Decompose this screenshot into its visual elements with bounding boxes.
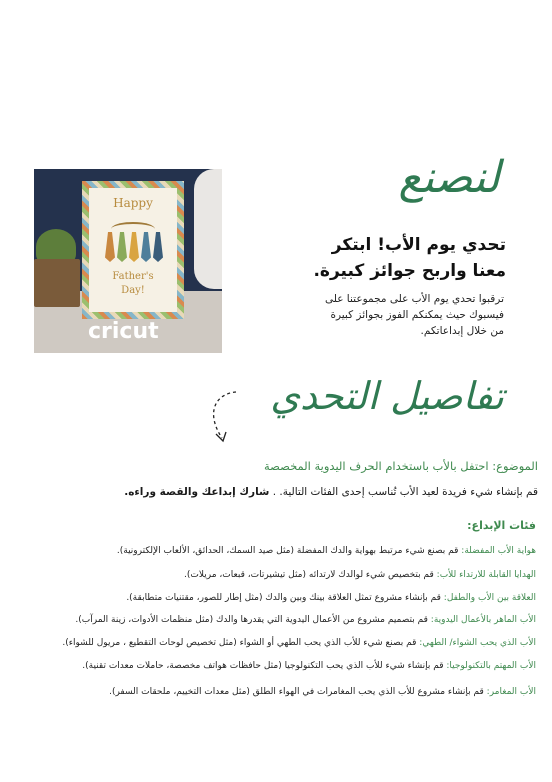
hero-image <box>34 169 222 353</box>
intro-line-1: ترقبوا تحدي يوم الأب على مجموعتنا على <box>324 293 504 305</box>
script-title-challenge-details: تفاصيل التحدي <box>270 374 504 418</box>
list-item <box>126 592 536 604</box>
plant-pot <box>34 259 80 307</box>
card-text-fathers: Father's <box>112 271 154 282</box>
list-item <box>109 686 536 698</box>
category-desc: قم بتخصيص شيء لوالدك لارتدائه (مثل تيشيرتات، قبعات، مريلات). <box>184 570 437 580</box>
category-label: الأب المهتم بالتكنولوجيا: <box>446 661 536 671</box>
headline-line-1: تحدي يوم الأب! ابتكر <box>331 235 506 255</box>
headline <box>246 232 506 284</box>
category-label: الأب الذي يحب الشواء/ الطهي: <box>419 638 536 648</box>
intro-line-2: فيسبوك حيث يمكنكم الفوز بجوائز كبيرة <box>330 309 504 321</box>
category-label: الهدايا القابلة للارتداء للأب: <box>436 570 536 580</box>
script-title-make: لنصنع <box>398 152 500 203</box>
card-text-fathers-day <box>89 270 177 298</box>
category-desc: قم بصنع شيء للأب الذي يحب الطهي أو الشواء (مثل تخصيص لوحات التقطيع ، مريول للشواء). <box>62 638 420 648</box>
category-label: العلاقة بين الأب والطفل: <box>443 593 536 603</box>
card-text-happy: Happy <box>113 196 153 210</box>
tie-icon <box>141 232 151 262</box>
curved-arrow-icon <box>204 388 244 448</box>
list-item <box>184 569 536 581</box>
card-text-day: Day! <box>121 285 145 296</box>
list-item <box>82 660 536 672</box>
tie-icon <box>153 232 163 262</box>
category-label: الأب الماهر بالأعمال اليدوية: <box>430 615 536 625</box>
list-item <box>117 545 536 557</box>
instruction-text: قم بإنشاء شيء فريدة لعيد الأب تُناسب إحدى الفئات التالية. . <box>269 486 538 498</box>
cricut-logo: cricut <box>88 319 159 344</box>
lamp-shape <box>194 169 222 289</box>
topic-line: الموضوع: احتفل بالأب باستخدام الحرف اليدوية المخصصة <box>263 459 538 473</box>
tie-icon <box>129 232 139 262</box>
tie-icon <box>117 232 127 262</box>
category-label: هواية الأب المفضلة: <box>461 546 536 556</box>
category-desc: قم بتصميم مشروع من الأعمال اليدوية التي يقدرها والدك (مثل منظمات الأدوات، زينة المرآب). <box>75 615 431 625</box>
categories-title: فئات الإبداع: <box>467 519 536 532</box>
category-desc: قم بإنشاء شيء للأب الذي يحب التكنولوجيا (مثل حافظات هواتف مخصصة، حاملات معدات تقنية). <box>82 661 447 671</box>
category-desc: قم بصنع شيء مرتبط بهواية والدك المفضلة (مثل صيد السمك، الحدائق، الألعاب الإلكترونية). <box>116 546 462 556</box>
instruction-bold: شارك إبداعك والقصة وراءه. <box>124 486 270 498</box>
list-item <box>62 637 536 649</box>
category-desc: قم بإنشاء مشروع للأب الذي يحب المغامرات في الهواء الطلق (مثل معدات التخييم، ملحقات السفر). <box>109 687 487 697</box>
category-desc: قم بإنشاء مشروع تمثل العلاقة بينك وبين والدك (مثل إطار للصور، مقتنيات متطابقة). <box>126 593 444 603</box>
intro-text <box>264 291 504 339</box>
tie-icon <box>105 232 115 262</box>
instruction-line <box>124 484 538 500</box>
list-item <box>75 614 536 626</box>
headline-line-2: معنا واربح جوائز كبيرة. <box>313 261 506 281</box>
intro-line-3: من خلال إبداعاتكم. <box>420 325 504 337</box>
category-label: الأب المغامر: <box>486 687 536 697</box>
fathers-day-card <box>82 181 184 319</box>
